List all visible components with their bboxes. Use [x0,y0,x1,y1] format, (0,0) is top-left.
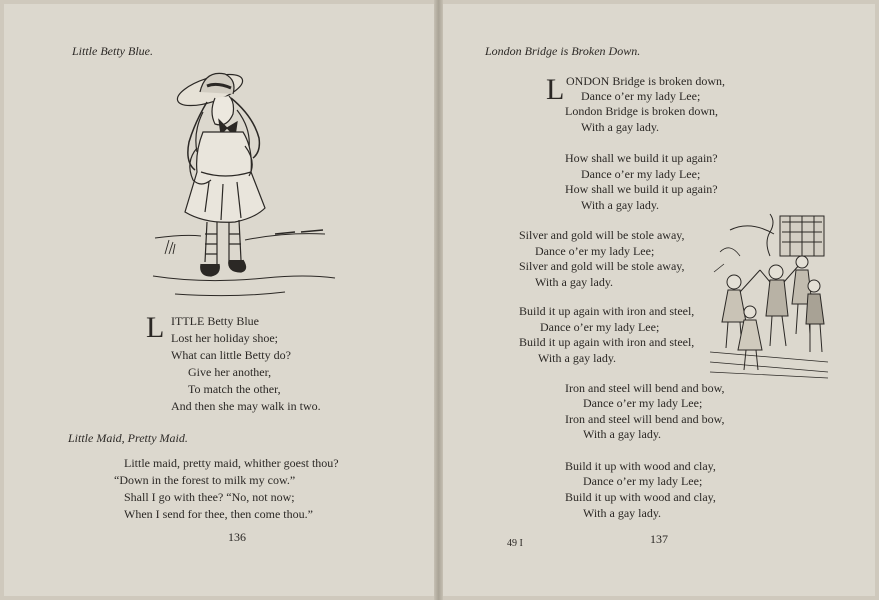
poem-line: “Down in the forest to milk my cow.” [114,473,296,487]
book-gutter [434,0,443,600]
poem-line: Dance o’er my lady Lee; [535,244,655,258]
poem-line: Build it up again with iron and steel, [519,335,695,349]
poem-line: When I send for thee, then come thou.” [124,507,313,521]
poem-line: Iron and steel will bend and bow, [565,412,725,426]
poem-line: With a gay lady. [538,351,617,365]
signature-mark: 49 I [507,538,523,549]
poem-line: Dance o’er my lady Lee; [583,474,703,488]
poem-line: What can little Betty do? [171,348,291,362]
poem-line: Give her another, [188,365,272,379]
poem-line: To match the other, [188,382,281,396]
poem-line: ONDON Bridge is broken down, [566,74,725,88]
poem-line: Dance o’er my lady Lee; [581,167,701,181]
poem-line: And then she may walk in two. [171,399,321,413]
poem-line: With a gay lady. [581,198,660,212]
poem-line: With a gay lady. [535,275,614,289]
poem-line: Lost her holiday shoe; [171,331,278,345]
poem-line: Build it up with wood and clay, [565,459,716,473]
poem-title-london-bridge: London Bridge is Broken Down. [485,44,641,58]
poem-line: How shall we build it up again? [565,151,718,165]
poem-line: Dance o’er my lady Lee; [581,89,701,103]
page-number-left: 136 [228,530,246,544]
poem-line: ITTLE Betty Blue [171,314,259,328]
poem-line: Iron and steel will bend and bow, [565,381,725,395]
poem-line: Silver and gold will be stole away, [519,259,685,273]
drop-cap-london: L [546,73,565,106]
girl-illustration [145,62,340,302]
poem-line: Shall I go with thee? “No, not now; [124,490,295,504]
poem-line: With a gay lady. [581,120,660,134]
poem-line: London Bridge is broken down, [565,104,718,118]
poem-line: With a gay lady. [583,506,662,520]
poem-line: Little maid, pretty maid, whither goest thou? [124,456,339,470]
poem-title-little-maid: Little Maid, Pretty Maid. [68,431,188,445]
poem-line: Silver and gold will be stole away, [519,228,685,242]
poem-title-betty-blue: Little Betty Blue. [72,44,153,58]
poem-line: How shall we build it up again? [565,182,718,196]
drop-cap-betty: L [146,311,165,344]
poem-line: Build it up with wood and clay, [565,490,716,504]
poem-line: Build it up again with iron and steel, [519,304,695,318]
poem-line: With a gay lady. [583,427,662,441]
page-number-right: 137 [650,532,668,546]
poem-line: Dance o’er my lady Lee; [583,396,703,410]
poem-line: Dance o’er my lady Lee; [540,320,660,334]
children-playing-illustration [710,212,828,380]
